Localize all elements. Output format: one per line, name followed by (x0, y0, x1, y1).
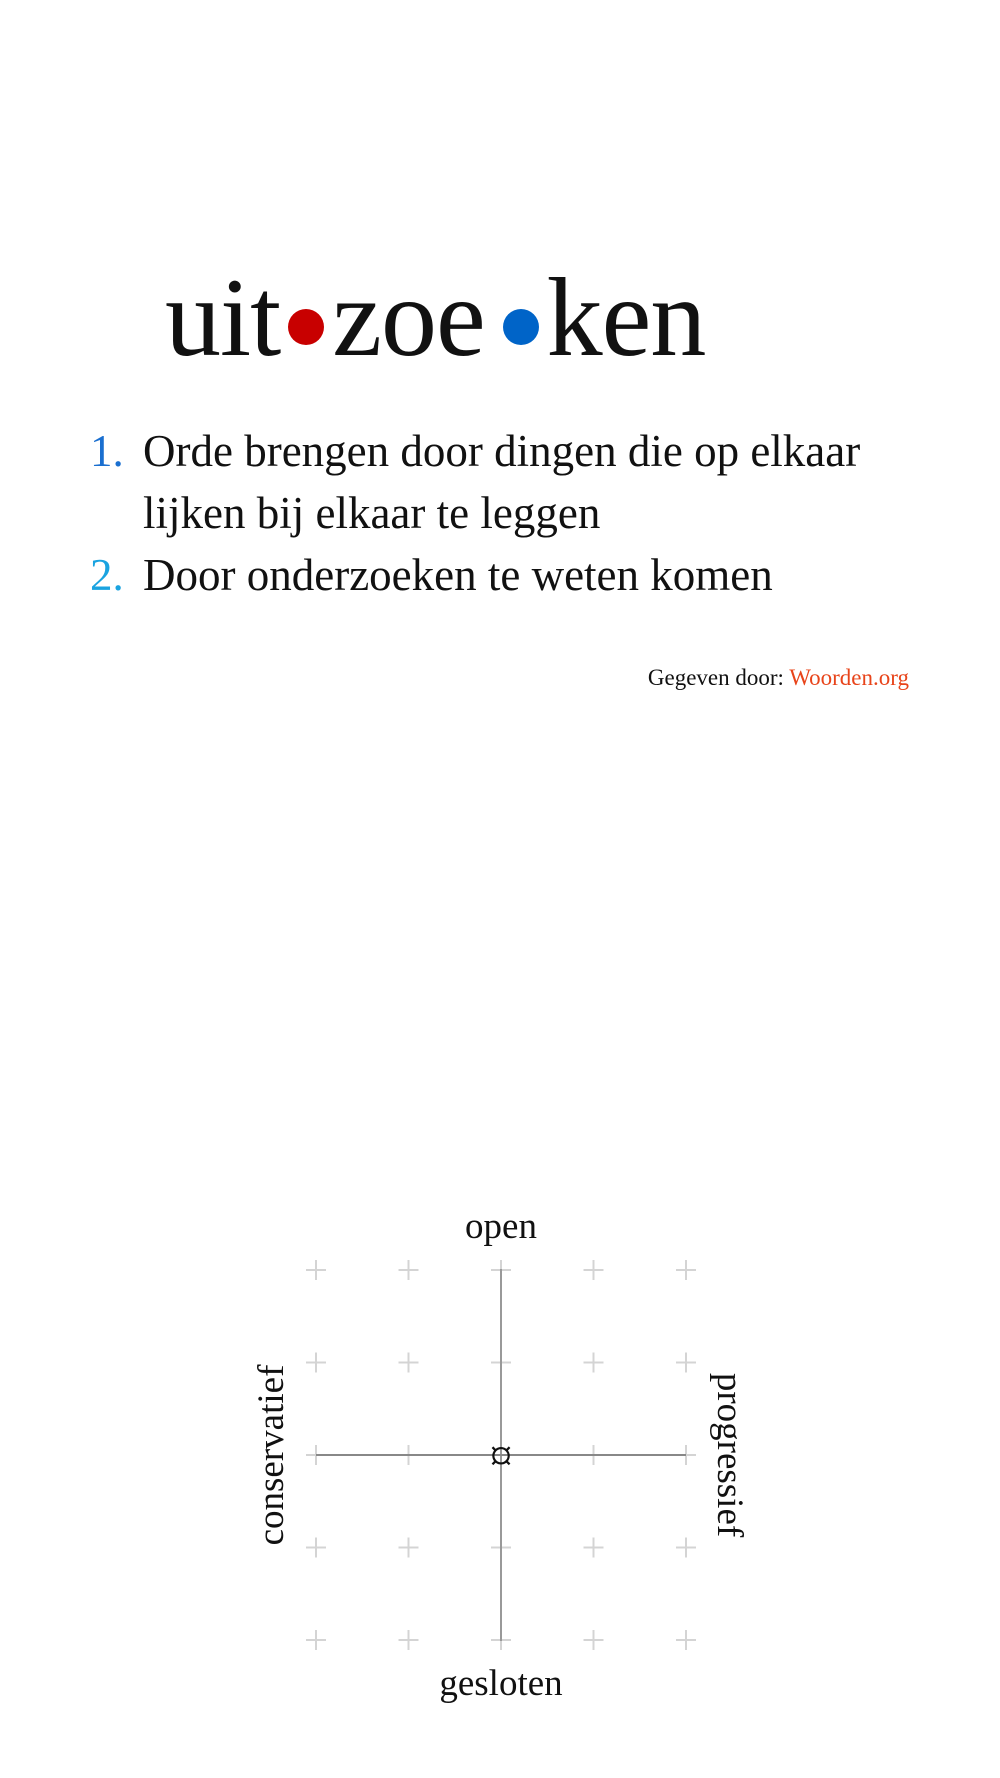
syllable: zoe (332, 256, 485, 380)
definition-number: 1. (90, 426, 124, 476)
definition-text: Door onderzoeken te weten komen (143, 550, 773, 600)
axis-label-right: progressief (709, 1372, 750, 1538)
source-label: Gegeven door: (647, 665, 784, 690)
position-marker: ¤ (489, 1430, 513, 1481)
axis-label-bottom: gesloten (439, 1663, 563, 1704)
axis-label-top: open (465, 1206, 537, 1247)
definition-text: Orde brengen door dingen die op elkaar lijken bij elkaar te leggen (143, 426, 861, 538)
source-link[interactable]: Woorden.org (789, 665, 909, 690)
definition-number: 2. (90, 550, 124, 600)
syllable: uit (165, 256, 281, 380)
syllable: ken (546, 256, 706, 380)
axis-label-left: conservatief (251, 1364, 292, 1546)
